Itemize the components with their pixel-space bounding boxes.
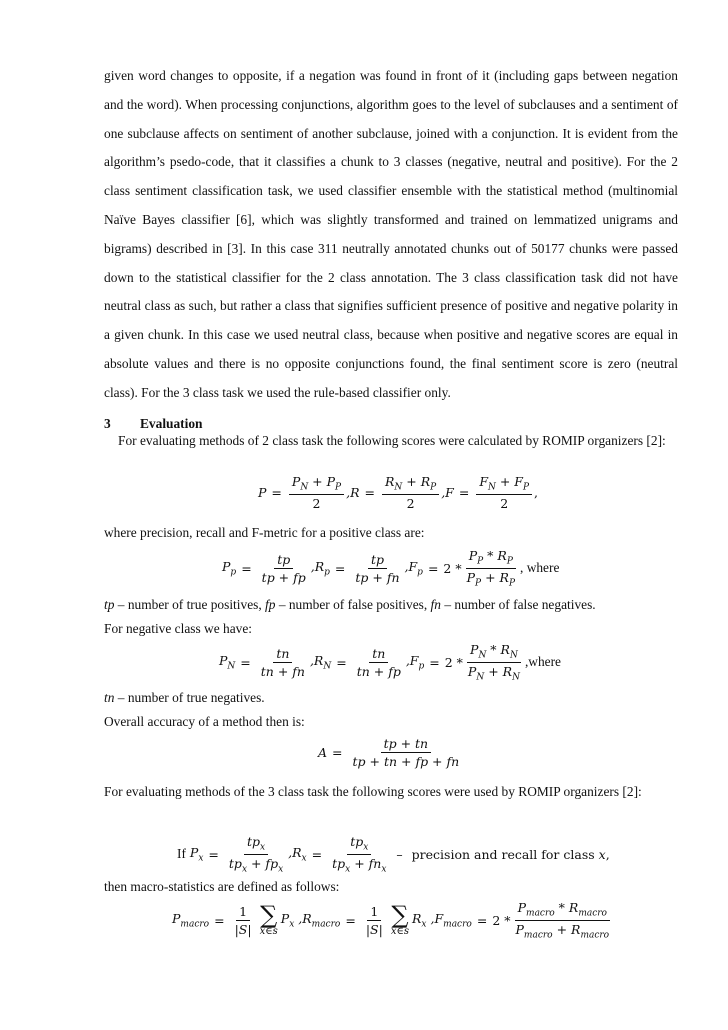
accuracy-intro: Overall accuracy of a method then is: [104,714,305,729]
tn-definition-line [104,690,678,706]
three-class-intro: For evaluating methods of the 3 class task the following scores were used by ROMIP organizers [2]: [104,784,642,799]
equation-accuracy: A = $\frac{tp + tn}{tp + tn + fp + fn}$ [318,736,460,769]
fn-term: fn [430,597,441,612]
equation-negative-class: $P_N$ = $\frac{tn}{tn + fn}$ $,R_N$ = $\frac{tn}{tn + fp}$ $,F_p$ = 2 * $\frac{P_N * R_N}{P_N + R_N}$ ,where [219,642,561,682]
pos-intro: where precision, recall and F-metric for a positive class are: [104,525,425,540]
fp-term: fp [265,597,276,612]
precision-recall-text: precision and recall for class [411,846,595,862]
neg-intro: For negative class we have: [104,621,252,636]
fn-definition: – number of false negatives. [440,597,596,612]
section-number: 3 [104,416,111,431]
equation-per-class: If $P_x$ = $\frac{tp_x}{tp_x + fp_x}$ $,R_x$ = $\frac{tp_x}{tp_x + fn_x}$ – precision and recall for class x , [177,834,610,874]
eval-intro: For evaluating methods of 2 class task the following scores were calculated by ROMIP organizers [2]: [118,433,666,448]
section-title: Evaluation [140,416,203,431]
tp-term: tp [104,597,115,612]
definitions-line [104,597,678,613]
equation-macro: $P_{macro}$ = $\frac{1}{|S|}$ ∑ x∈s $P_x$ $,R_{macro}$ = $\frac{1}{|S|}$ ∑ x∈s $R_x$ $,F_{macro}$ = 2 * $\frac{P_{macro} * R_{macro}}{P_{macro} + R_{macro}}$ [172,900,610,940]
where-label-1: , where [520,560,560,575]
macro-intro: then macro-statistics are defined as follows: [104,879,340,894]
where-label-2: ,where [524,654,561,669]
tn-term: tn [104,690,115,705]
tp-definition: – number of true positives, [114,597,266,612]
equation-averages: P = $\frac{P_N + P_P}{2}$ ,R = $\frac{R_N + R_P}{2}$ ,F = $\frac{F_N + F_P}{2}$ , [258,474,539,511]
tn-definition: – number of true negatives. [114,690,265,705]
if-label: If [177,846,186,861]
fp-definition: – number of false positives, [275,597,431,612]
equation-positive-class: $P_p$ = $\frac{tp}{tp + fp}$ $,R_p$ = $\frac{tp}{tp + fn}$ $,F_p$ = 2 * $\frac{P_P * R_P}{P_P + R_P}$ , where [222,548,560,588]
paragraph-top: given word changes to opposite, if a negation was found in front of it (including gaps between negation and the word). When processing conjunctions, algorithm goes to the level of subclauses and a sentiment of one subclause affects on sentiment of another subclause, joined with a conjunction. It is evident from the algorithm’s psedo-code, that it classifies a chunk to 3 classes (negative, neutral and positive). For the 2 class sentiment classification task, we used classifier ensemble with the statistical method (multinomial Naïve Bayes classifier [6], which was slightly transformed and trained on lemmatized unigrams and bigrams) described in [3]. In this case 311 neutrally annotated chunks out of 50177 chunks were passed down to the statistical classifier for the 2 class annotation. The 3 class classification task did not have neutral class as such, but rather a class that signifies sufficient presence of positive and negative polarity in a given chunk. In this case we used neutral class, because when positive and negative scores are equal in absolute values and there is no opposite conjunctions found, the final sentiment score is zero (neutral class). For the 3 class task we used the rule-based classifier only. [104,68,678,400]
